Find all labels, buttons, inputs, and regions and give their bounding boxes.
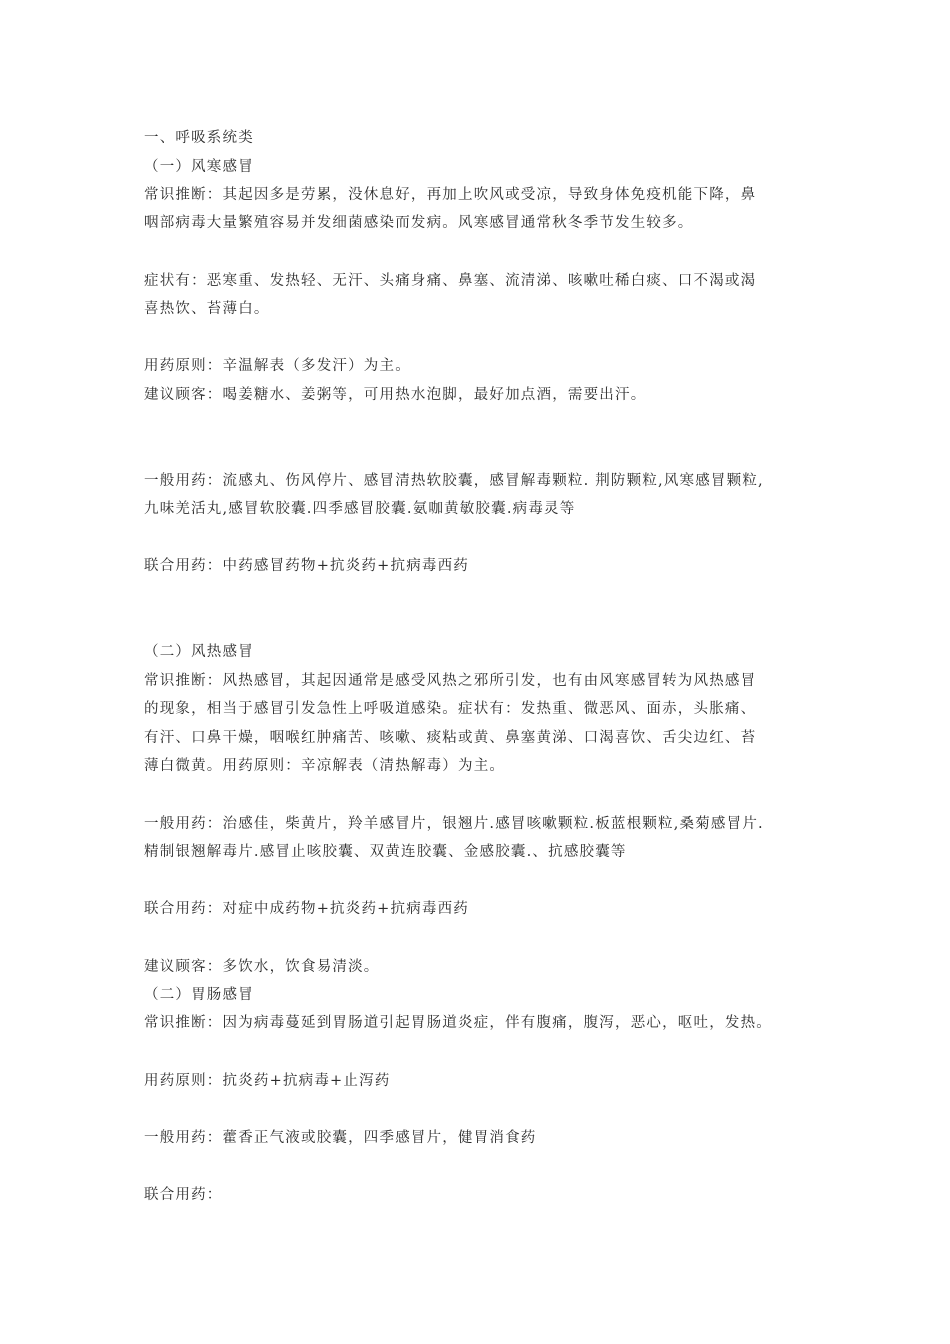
paragraph-line: 建议顾客：多饮水，饮食易清淡。: [144, 959, 380, 975]
paragraph-line: 常识推断：风热感冒，其起因通常是感受风热之邪所引发，也有由风寒感冒转为风热感冒: [144, 673, 757, 689]
paragraph-line: 一般用药：流感丸、伤风停片、感冒清热软胶囊，感冒解毒颗粒. 荆防颗粒,风寒感冒颗粒,: [144, 473, 764, 489]
paragraph-line: 薄白微黄。用药原则：辛凉解表（清热解毒）为主。: [144, 758, 506, 774]
paragraph-line: 联合用药：: [144, 1187, 223, 1203]
paragraph-line: 精制银翘解毒片.感冒止咳胶囊、双黄连胶囊、金感胶囊.、抗感胶囊等: [144, 844, 627, 860]
paragraph-line: 联合用药：对症中成药物+抗炎药+抗病毒西药: [144, 901, 469, 917]
paragraph-line: 有汗、口鼻干燥，咽喉红肿痛苦、咳嗽、痰粘或黄、鼻塞黄涕、口渴喜饮、舌尖边红、苔: [144, 730, 757, 746]
paragraph-line: 常识推断：因为病毒蔓延到胃肠道引起胃肠道炎症，伴有腹痛，腹泻，恶心，呕吐，发热。: [144, 1015, 772, 1031]
section-heading: 一、呼吸系统类: [144, 130, 254, 146]
paragraph-line: 用药原则：抗炎药+抗病毒+止泻药: [144, 1073, 391, 1089]
subsection-heading: （二）风热感冒: [144, 644, 254, 660]
paragraph-line: 九味羌活丸,感冒软胶囊.四季感冒胶囊.氨咖黄敏胶囊.病毒灵等: [144, 501, 576, 517]
subsection-heading: （一）风寒感冒: [144, 159, 254, 175]
paragraph-line: 联合用药：中药感冒药物+抗炎药+抗病毒西药: [144, 558, 469, 574]
subsection-heading: （二）胃肠感冒: [144, 987, 254, 1003]
paragraph-line: 咽部病毒大量繁殖容易并发细菌感染而发病。风寒感冒通常秋冬季节发生较多。: [144, 215, 694, 231]
paragraph-line: 建议顾客：喝姜糖水、姜粥等，可用热水泡脚，最好加点酒，需要出汗。: [144, 387, 647, 403]
paragraph-line: 的现象，相当于感冒引发急性上呼吸道感染。症状有：发热重、微恶风、面赤，头胀痛、: [144, 701, 757, 717]
paragraph-line: 一般用药：治感佳，柴黄片，羚羊感冒片，银翘片.感冒咳嗽颗粒.板蓝根颗粒,桑菊感冒片.: [144, 816, 764, 832]
paragraph-line: 一般用药：藿香正气液或胶囊，四季感冒片，健胃消食药: [144, 1130, 537, 1146]
paragraph-line: 用药原则：辛温解表（多发汗）为主。: [144, 358, 411, 374]
paragraph-line: 喜热饮、苔薄白。: [144, 301, 270, 317]
paragraph-line: 常识推断：其起因多是劳累，没休息好，再加上吹风或受凉，导致身体免疫机能下降，鼻: [144, 187, 757, 203]
paragraph-line: 症状有：恶寒重、发热轻、无汗、头痛身痛、鼻塞、流清涕、咳嗽吐稀白痰、口不渴或渴: [144, 273, 757, 289]
